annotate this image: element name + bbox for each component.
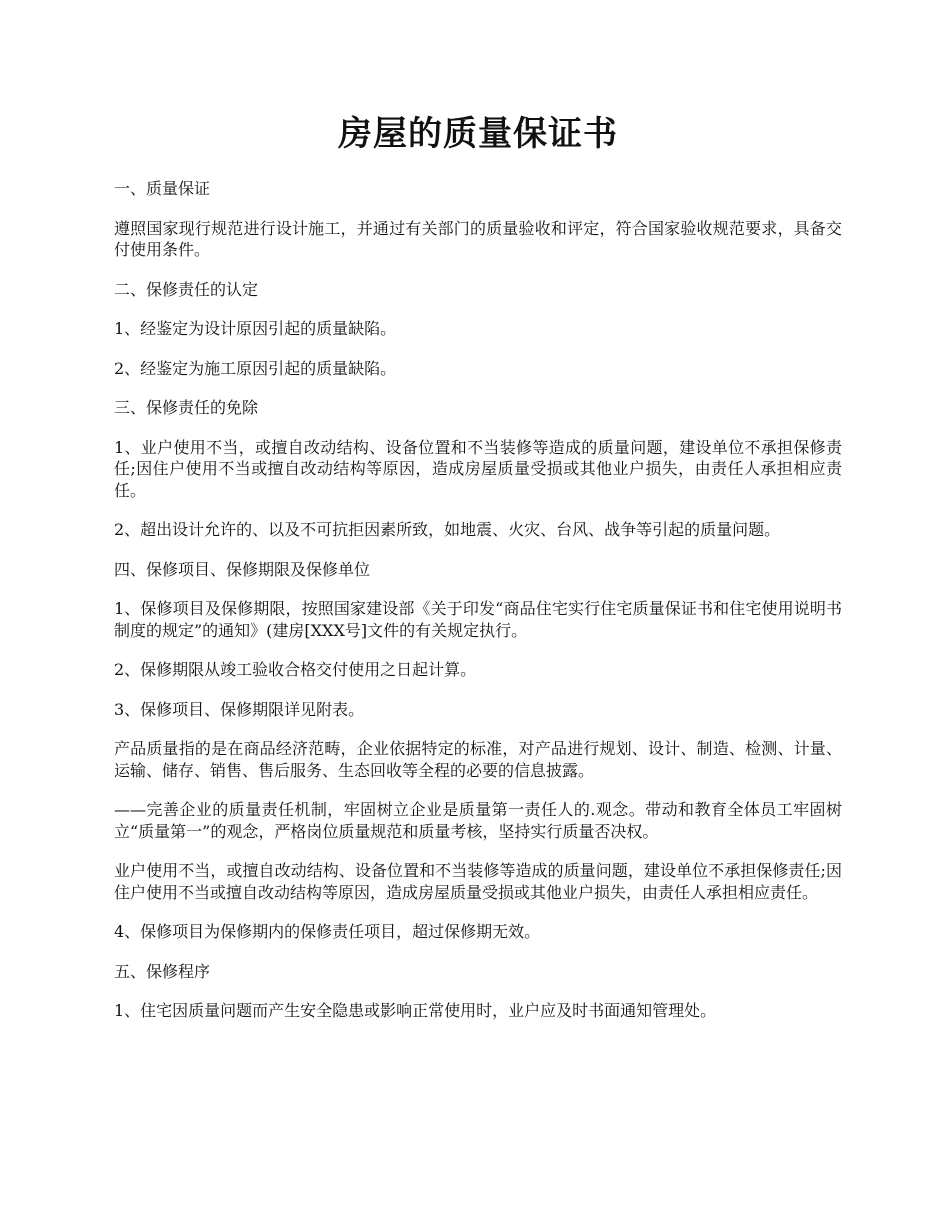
paragraph-improper-use-repeat: 业户使用不当，或擅自改动结构、设备位置和不当装修等造成的质量问题，建设单位不承担保修责任;因住户使用不当或擅自改动结构等原因，造成房屋质量受损或其他业户损失，由责任人承担相应责任。 (114, 861, 842, 902)
paragraph-quality-responsibility: ——完善企业的质量责任机制，牢固树立企业是质量第一责任人的.观念。带动和教育全体员工牢固树立“质量第一”的观念，严格岗位质量规范和质量考核，坚持实行质量否决权。 (114, 800, 842, 841)
section-heading-warranty-procedure: 五、保修程序 (114, 961, 211, 981)
paragraph-warranty-start: 2、保修期限从竣工验收合格交付使用之日起计算。 (114, 660, 477, 680)
paragraph-notify-management: 1、住宅因质量问题而产生安全隐患或影响正常使用时，业户应及时书面通知管理处。 (114, 1001, 717, 1021)
paragraph-product-quality: 产品质量指的是在商品经济范畴，企业依据特定的标准，对产品进行规划、设计、制造、检测、计量、运输、储存、销售、售后服务、生态回收等全程的必要的信息披露。 (114, 739, 842, 780)
paragraph-construction-defect: 2、经鉴定为施工原因引起的质量缺陷。 (114, 358, 397, 378)
document-body (114, 178, 842, 1022)
section-heading-quality-guarantee: 一、质量保证 (114, 179, 211, 199)
section-heading-warranty-determination: 二、保修责任的认定 (114, 279, 259, 299)
paragraph-quality-guarantee: 遵照国家现行规范进行设计施工，并通过有关部门的质量验收和评定，符合国家验收规范要求，具备交付使用条件。 (114, 218, 842, 260)
paragraph-force-majeure: 2、超出设计允许的、以及不可抗拒因素所致，如地震、火灾、台风、战争等引起的质量问题。 (114, 520, 781, 540)
section-heading-warranty-items: 四、保修项目、保修期限及保修单位 (114, 559, 371, 579)
section-heading-warranty-exemption: 三、保修责任的免除 (114, 398, 259, 418)
paragraph-warranty-appendix: 3、保修项目、保修期限详见附表。 (114, 699, 365, 719)
document-title: 房屋的质量保证书 (338, 114, 618, 154)
paragraph-warranty-regulation: 1、保修项目及保修期限，按照国家建设部《关于印发“商品住宅实行住宅质量保证书和住宅使用说明书制度的规定”的通知》(建房[XXX号]文件的有关规定执行。 (114, 599, 842, 640)
paragraph-improper-use: 1、业户使用不当，或擅自改动结构、设备位置和不当装修等造成的质量问题，建设单位不承担保修责任;因住户使用不当或擅自改动结构等原因，造成房屋质量受损或其他业户损失，由责任人承担相应责任。 (114, 437, 842, 500)
document-page (114, 112, 842, 1040)
paragraph-design-defect: 1、经鉴定为设计原因引起的质量缺陷。 (114, 319, 397, 339)
paragraph-warranty-expiry: 4、保修项目为保修期内的保修责任项目，超过保修期无效。 (114, 922, 541, 942)
